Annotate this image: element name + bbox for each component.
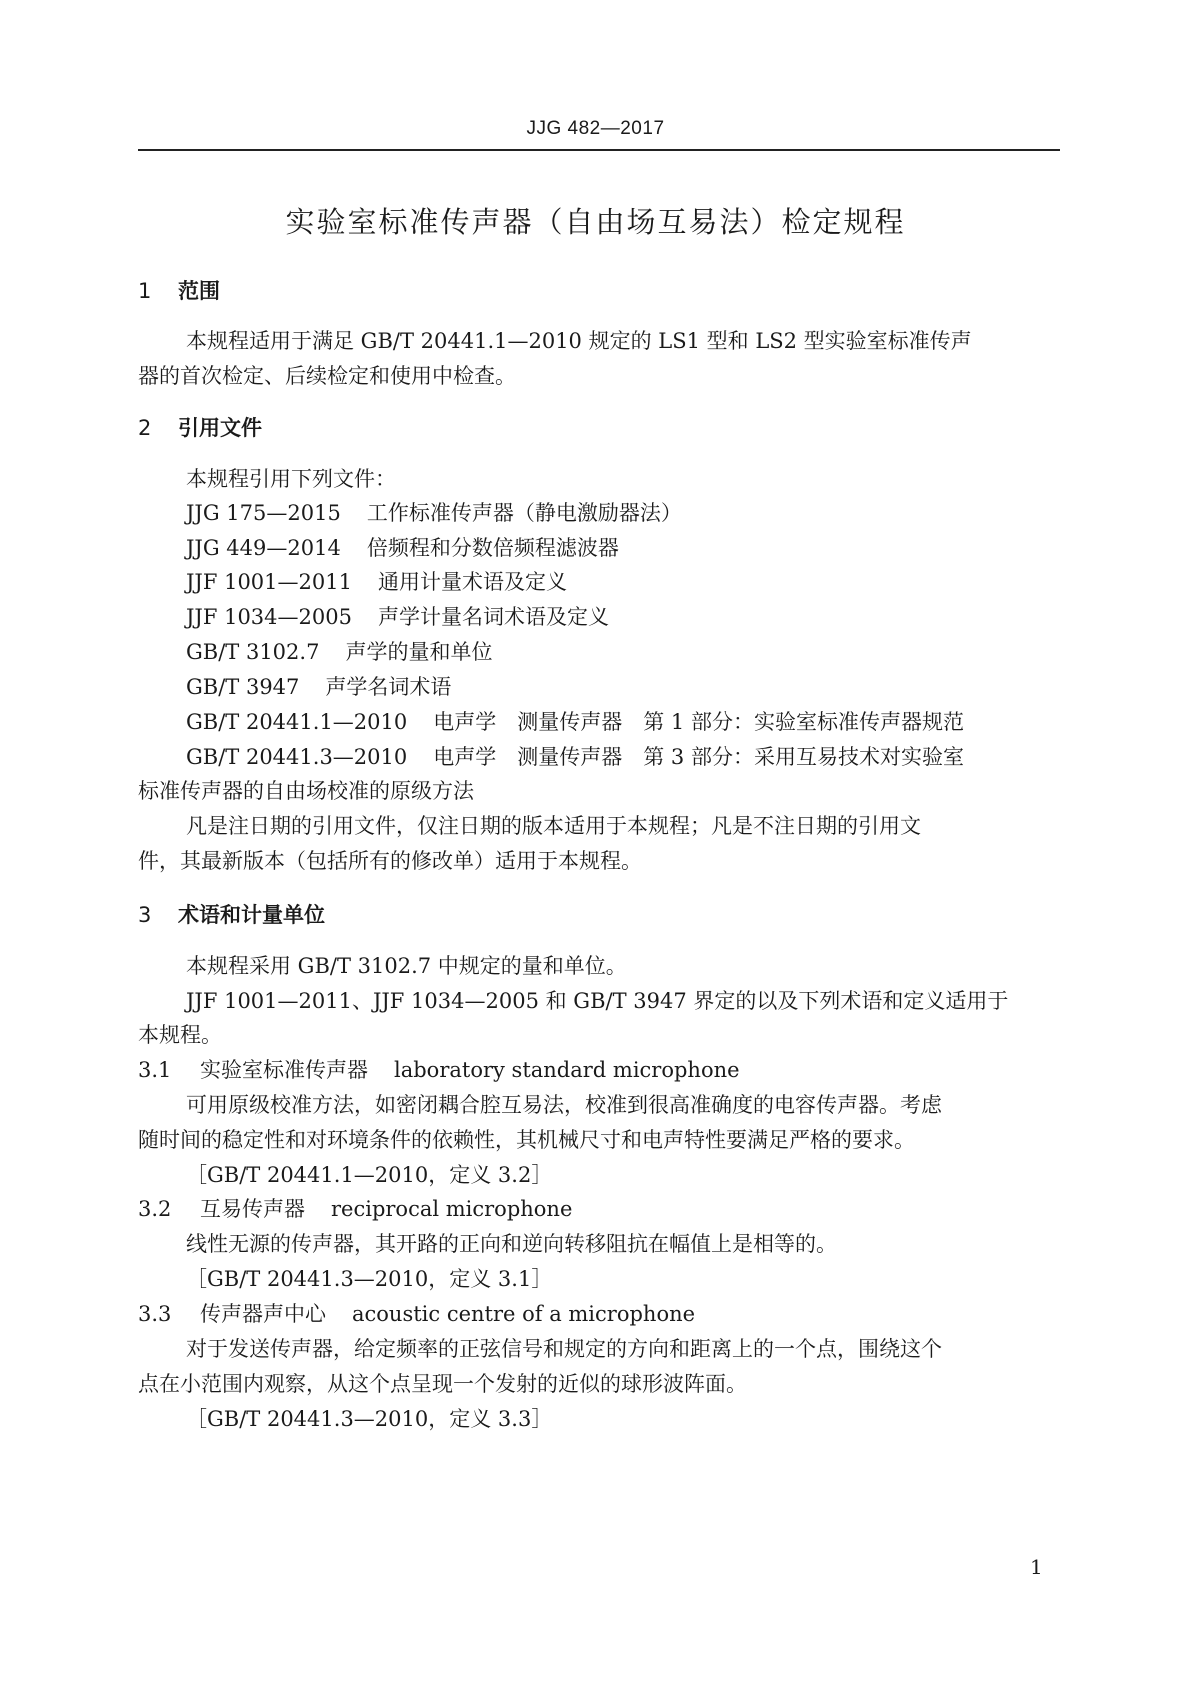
- section-number: 1: [138, 279, 152, 303]
- paragraph-line: 件，其最新版本（包括所有的修改单）适用于本规程。: [138, 849, 642, 873]
- reference-code: JJF 1001—2011: [186, 570, 352, 594]
- reference-title: 声学计量名词术语及定义: [377, 605, 609, 629]
- reference-title: 电声学 测量传声器 第 1 部分：实验室标准传声器规范: [433, 710, 964, 734]
- section-title: 范围: [178, 279, 220, 303]
- section-1-heading: [138, 276, 220, 306]
- reference-item: [186, 567, 567, 597]
- reference-item: [186, 707, 964, 737]
- reference-code: GB/T 20441.3—2010: [186, 745, 408, 769]
- reference-code: JJG 449—2014: [186, 536, 341, 560]
- term-english: acoustic centre of a microphone: [352, 1302, 696, 1326]
- definition-line: 随时间的稳定性和对环境条件的依赖性，其机械尺寸和电声特性要满足严格的要求。: [138, 1128, 915, 1152]
- reference-item: [186, 742, 964, 772]
- paragraph-line: 本规程采用 GB/T 3102.7 中规定的量和单位。: [186, 954, 627, 978]
- reference-item: [186, 672, 451, 702]
- section-2-heading: [138, 413, 262, 443]
- term-english: laboratory standard microphone: [394, 1058, 740, 1082]
- paragraph-line: 标准传声器的自由场校准的原级方法: [138, 779, 474, 803]
- paragraph-line: 本规程适用于满足 GB/T 20441.1—2010 规定的 LS1 型和 LS2 型实验室标准传声: [186, 329, 972, 353]
- reference-item: [186, 533, 619, 563]
- reference-title: 通用计量术语及定义: [377, 570, 567, 594]
- reference-title: 声学的量和单位: [345, 640, 493, 664]
- paragraph-line: 本规程。: [138, 1023, 222, 1047]
- term-chinese: 互易传声器: [200, 1197, 305, 1221]
- reference-item: [186, 637, 492, 667]
- term-heading: [138, 1055, 740, 1085]
- definition-line: 对于发送传声器，给定频率的正弦信号和规定的方向和距离上的一个点，围绕这个: [186, 1337, 942, 1361]
- document-title: 实验室标准传声器（自由场互易法）检定规程: [285, 205, 906, 239]
- reference-title: 电声学 测量传声器 第 3 部分：采用互易技术对实验室: [433, 745, 964, 769]
- document-code: JJG 482—2017: [526, 118, 665, 139]
- definition-line: 点在小范围内观察，从这个点呈现一个发射的近似的球形波阵面。: [138, 1372, 747, 1396]
- section-title: 术语和计量单位: [178, 903, 325, 927]
- reference-title: 倍频程和分数倍频程滤波器: [366, 536, 619, 560]
- reference-code: GB/T 3947: [186, 675, 300, 699]
- reference-code: JJF 1034—2005: [186, 605, 352, 629]
- section-title: 引用文件: [178, 416, 262, 440]
- paragraph-line: 器的首次检定、后续检定和使用中检查。: [138, 364, 516, 388]
- term-number: 3.3: [138, 1302, 172, 1326]
- term-number: 3.2: [138, 1197, 172, 1221]
- reference-item: [186, 602, 609, 632]
- term-english: reciprocal microphone: [331, 1197, 573, 1221]
- section-3-heading: [138, 900, 325, 930]
- reference-code: GB/T 20441.1—2010: [186, 710, 408, 734]
- term-heading: [138, 1299, 695, 1329]
- term-chinese: 传声器声中心: [200, 1302, 326, 1326]
- paragraph-line: 本规程引用下列文件：: [186, 467, 396, 491]
- reference-code: JJG 175—2015: [186, 501, 341, 525]
- definition-source: ［GB/T 20441.1—2010，定义 3.2］: [186, 1163, 553, 1187]
- definition-source: ［GB/T 20441.3—2010，定义 3.3］: [186, 1407, 553, 1431]
- reference-title: 声学名词术语: [325, 675, 452, 699]
- definition-source: ［GB/T 20441.3—2010，定义 3.1］: [186, 1267, 553, 1291]
- page-number: 1: [1030, 1555, 1043, 1579]
- section-number: 3: [138, 903, 152, 927]
- definition-line: 可用原级校准方法，如密闭耦合腔互易法，校准到很高准确度的电容传声器。考虑: [186, 1093, 942, 1117]
- reference-title: 工作标准传声器（静电激励器法）: [366, 501, 682, 525]
- paragraph-line: JJF 1001—2011、JJF 1034—2005 和 GB/T 3947 界定的以及下列术语和定义适用于: [186, 989, 1009, 1013]
- term-heading: [138, 1194, 572, 1224]
- term-chinese: 实验室标准传声器: [200, 1058, 368, 1082]
- header-rule: [138, 149, 1060, 151]
- paragraph-line: 凡是注日期的引用文件，仅注日期的版本适用于本规程；凡是不注日期的引用文: [186, 814, 921, 838]
- term-number: 3.1: [138, 1058, 172, 1082]
- definition-line: 线性无源的传声器，其开路的正向和逆向转移阻抗在幅值上是相等的。: [186, 1232, 837, 1256]
- reference-code: GB/T 3102.7: [186, 640, 320, 664]
- reference-item: [186, 498, 682, 528]
- section-number: 2: [138, 416, 152, 440]
